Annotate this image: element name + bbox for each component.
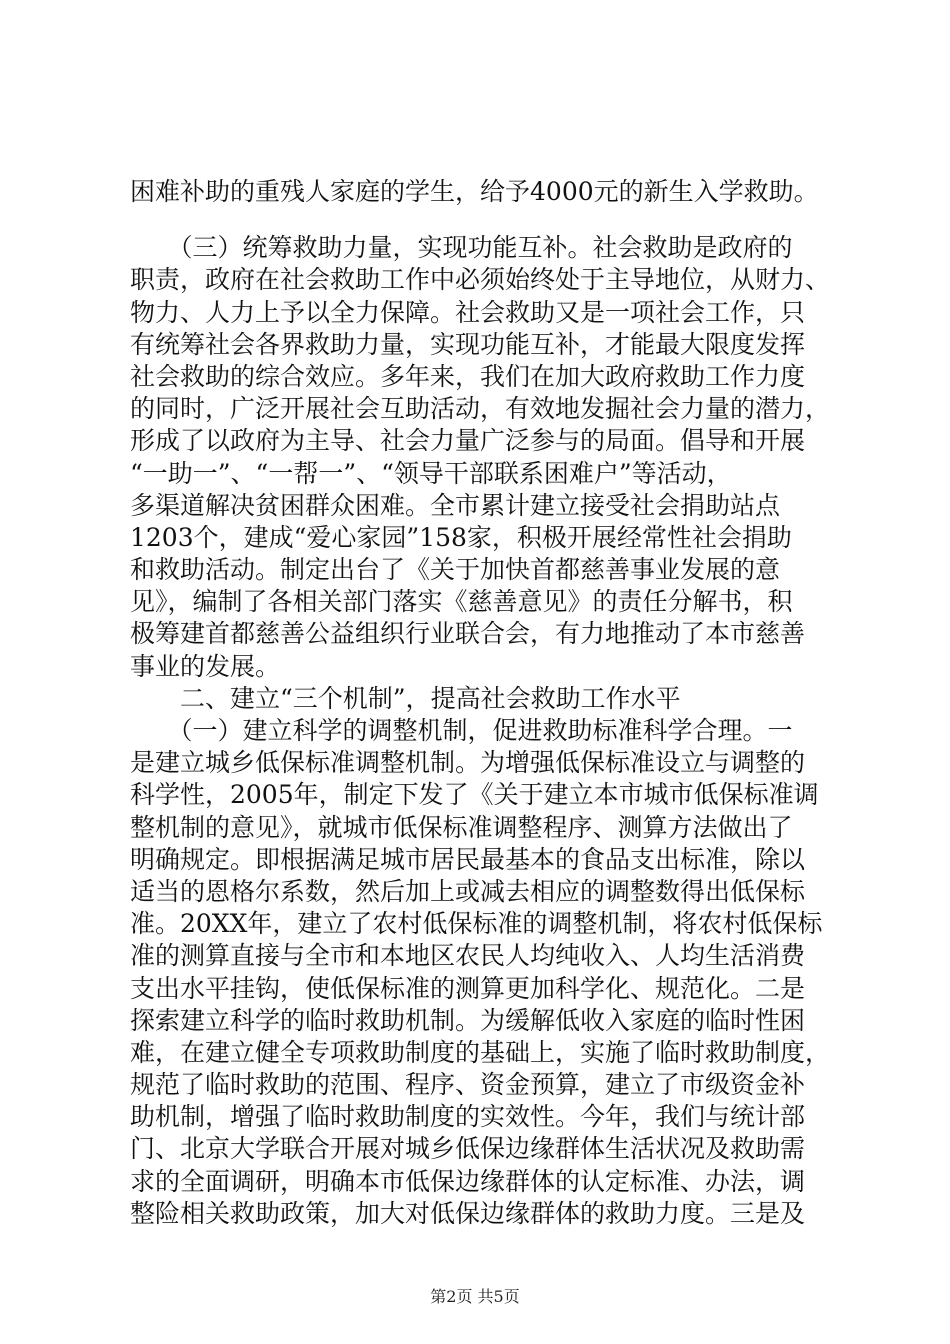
text-line: 见》，编制了各相关部门落实《慈善意见》的责任分解书，积 (130, 587, 793, 617)
text-line: （一）建立科学的调整机制，促进救助标准科学合理。一 (130, 716, 793, 745)
text-line: 事业的发展。 (130, 651, 281, 681)
text-line: 适当的恩格尔系数，然后加上或减去相应的调整数得出低保标 (130, 876, 806, 906)
text-line: 的同时，广泛开展社会互助活动，有效地发掘社会力量的潜力， (130, 394, 831, 424)
text-line: 物力、人力上予以全力保障。社会救助又是一项社会工作，只 (130, 297, 806, 327)
text-line: 职责，政府在社会救助工作中必须始终处于主导地位，从财力、 (130, 265, 831, 295)
text-line: 二、建立“三个机制”，提高社会救助工作水平 (130, 683, 681, 713)
text-line: 多渠道解决贫困群众困难。全市累计建立接受社会捐助站点 (130, 490, 781, 520)
text-line: 求的全面调研，明确本市低保边缘群体的认定标准、办法，调 (130, 1166, 806, 1196)
document-body (130, 176, 830, 1230)
page-footer: 第2页 共5页 (430, 1287, 520, 1306)
text-line: 探索建立科学的临时救助机制。为缓解低收入家庭的临时性困 (130, 1005, 806, 1035)
text-line: 1203个，建成“爱心家园”158家，积极开展经常性社会捐助 (130, 522, 792, 552)
text-line: 社会救助的综合效应。多年来，我们在加大政府救助工作力度 (130, 361, 806, 391)
text-line: 有统筹社会各界救助力量，实现功能互补，才能最大限度发挥 (130, 329, 806, 359)
text-line: 是建立城乡低保标准调整机制。为增强低保标准设立与调整的 (130, 748, 806, 778)
text-line: 难，在建立健全专项救助制度的基础上，实施了临时救助制度， (130, 1037, 831, 1067)
text-line: 科学性，2005年，制定下发了《关于建立本市城市低保标准调 (130, 780, 819, 810)
text-line: 整险相关救助政策，加大对低保边缘群体的救助力度。三是及 (130, 1198, 806, 1228)
text-line: 门、北京大学联合开展对城乡低保边缘群体生活状况及救助需 (130, 1134, 806, 1164)
text-line: 规范了临时救助的范围、程序、资金预算，建立了市级资金补 (130, 1070, 806, 1100)
text-line: 形成了以政府为主导、社会力量广泛参与的局面。倡导和开展 (130, 426, 806, 456)
text-line: （三）统筹救助力量，实现功能互补。社会救助是政府的 (130, 233, 793, 263)
text-line: 助机制，增强了临时救助制度的实效性。今年，我们与统计部 (130, 1102, 806, 1132)
text-line: 困难补助的重残人家庭的学生，给予4000元的新生入学救助。 (130, 177, 819, 206)
text-line: 整机制的意见》，就城市低保标准调整程序、测算方法做出了 (130, 812, 793, 842)
text-line: “一助一”、“一帮一”、“领导干部联系困难户”等活动， (130, 458, 732, 488)
text-line: 支出水平挂钩，使低保标准的测算更加科学化、规范化。二是 (130, 973, 806, 1003)
paragraph-gap (130, 208, 830, 232)
text-line: 准的测算直接与全市和本地区农民人均纯收入、人均生活消费 (130, 941, 806, 971)
text-line: 明确规定。即根据满足城市居民最基本的食品支出标准，除以 (130, 844, 806, 874)
body-lines-top (130, 176, 830, 208)
body-lines-main (130, 232, 830, 1230)
text-line: 和救助活动。制定出台了《关于加快首都慈善事业发展的意 (130, 555, 781, 585)
text-line: 极筹建首都慈善公益组织行业联合会，有力地推动了本市慈善 (130, 619, 806, 649)
text-line: 准。20XX年，建立了农村低保标准的调整机制，将农村低保标 (130, 909, 823, 939)
